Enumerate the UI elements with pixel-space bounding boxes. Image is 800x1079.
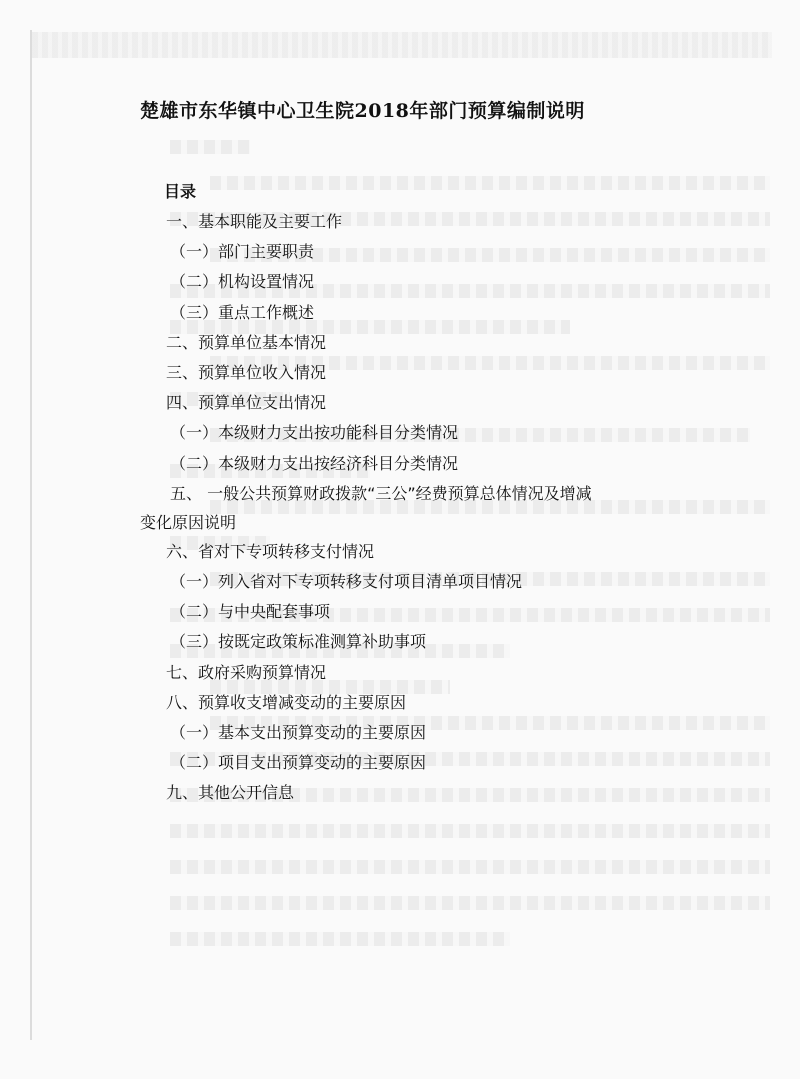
toc-subitem: （一）本级财力支出按功能科目分类情况 — [170, 423, 459, 443]
toc-subitem: （三）重点工作概述 — [170, 302, 315, 322]
toc-item: 六、省对下专项转移支付情况 — [166, 541, 375, 561]
toc-item: 四、预算单位支出情况 — [166, 393, 327, 413]
toc-item-line1: 五、 一般公共预算财政拨款“三公”经费预算总体情况及增减 — [170, 483, 592, 503]
scan-header-noise — [32, 32, 772, 58]
toc-subitem: （二）项目支出预算变动的主要原因 — [170, 753, 427, 773]
toc-subitem: （一）基本支出预算变动的主要原因 — [170, 723, 427, 743]
toc-heading: 目录 — [164, 182, 197, 201]
toc-item: 一、基本职能及主要工作 — [166, 212, 343, 231]
toc-item: 八、预算收支增减变动的主要原因 — [166, 692, 407, 712]
table-of-contents — [140, 177, 680, 809]
toc-item-line2: 变化原因说明 — [140, 512, 237, 532]
toc-subitem: （二）本级财力支出按经济科目分类情况 — [170, 453, 459, 473]
toc-subitem: （二）机构设置情况 — [170, 272, 315, 292]
toc-item: 二、预算单位基本情况 — [166, 332, 327, 352]
toc-item: 三、预算单位收入情况 — [166, 363, 327, 383]
toc-subitem: （二）与中央配套事项 — [170, 602, 331, 622]
toc-subitem: （一）列入省对下专项转移支付项目清单项目情况 — [170, 572, 523, 592]
toc-item: 九、其他公开信息 — [166, 783, 295, 803]
toc-item: 七、政府采购预算情况 — [166, 662, 327, 682]
toc-item-wrapped — [140, 479, 680, 537]
toc-subitem: （一）部门主要职责 — [170, 242, 315, 262]
document-title: 楚雄市东华镇中心卫生院2018年部门预算编制说明 — [140, 100, 585, 122]
toc-subitem: （三）按既定政策标准测算补助事项 — [170, 632, 427, 652]
scan-edge-line — [30, 30, 32, 1040]
